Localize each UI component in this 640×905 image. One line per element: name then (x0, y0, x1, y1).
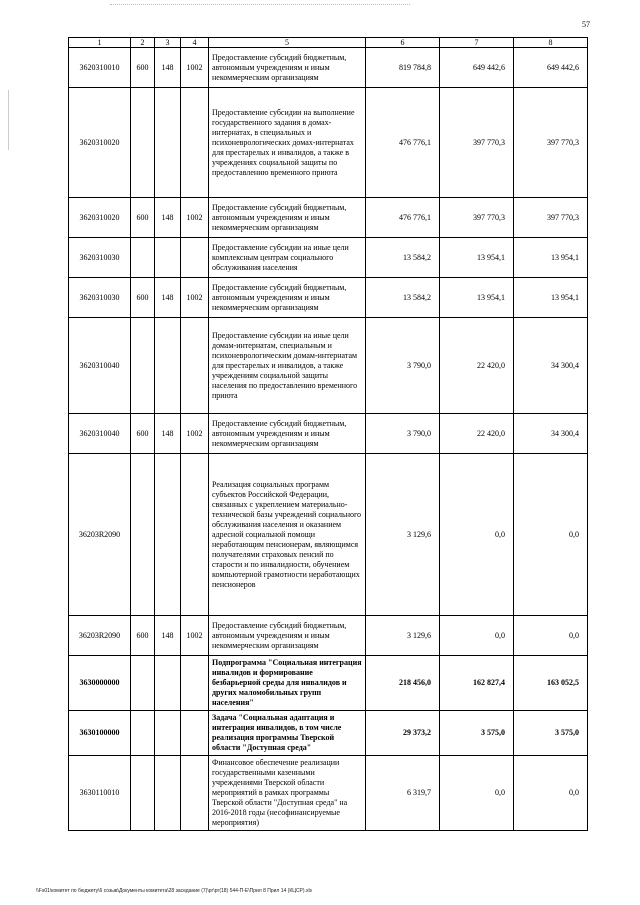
row-value6-cell: 3 129,6 (366, 616, 440, 656)
row-col4-cell (181, 756, 209, 831)
row-value6-cell: 29 373,2 (366, 711, 440, 756)
row-value8-cell: 13 954,1 (514, 278, 588, 318)
row-value7-cell: 13 954,1 (440, 238, 514, 278)
row-col3-cell (155, 711, 181, 756)
table-row (69, 198, 588, 238)
row-value6-cell: 3 790,0 (366, 414, 440, 454)
row-description-cell: Предоставление субсидии на иные цели домам-интернатам, специальным и психоневрологическим домам-интернатам для престарелых и инвалидов, а также учреждениям социальной защиты населения по предоставлению временного приюта (209, 318, 366, 414)
row-col2-cell (131, 656, 155, 711)
row-col3-cell: 148 (155, 48, 181, 88)
table-row (69, 656, 588, 711)
header-cell: 2 (131, 38, 155, 48)
row-col3-cell (155, 454, 181, 616)
row-col4-cell: 1002 (181, 198, 209, 238)
header-cell: 7 (440, 38, 514, 48)
row-description-cell: Реализация социальных программ субъектов Российской Федерации, связанных с укреплением материально-технической базы учреждений социального обслуживания населения и оказанием адресной социальной помощи неработающим пенсионерам, являющимся получателями страховых пенсий по старости и по инвалидности, обучением компьютерной грамотности неработающих пенсионеров (209, 454, 366, 616)
row-description-cell: Задача "Социальная адаптация и интеграция инвалидов, в том числе реализация программы Тверской области "Доступная среда" (209, 711, 366, 756)
row-col4-cell: 1002 (181, 278, 209, 318)
row-code-cell: 3620310040 (69, 318, 131, 414)
row-description-cell: Предоставление субсидий бюджетным, автономным учреждениям и иным некоммерческим организациям (209, 616, 366, 656)
row-col2-cell: 600 (131, 616, 155, 656)
table-row (69, 756, 588, 831)
row-description-cell: Предоставление субсидий бюджетным, автономным учреждениям и иным некоммерческим организациям (209, 198, 366, 238)
table-row (69, 48, 588, 88)
row-description-cell: Предоставление субсидий бюджетным, автономным учреждениям и иным некоммерческим организациям (209, 414, 366, 454)
row-value7-cell: 13 954,1 (440, 278, 514, 318)
row-col3-cell (155, 88, 181, 198)
row-value6-cell: 6 319,7 (366, 756, 440, 831)
row-value6-cell: 476 776,1 (366, 88, 440, 198)
budget-table (68, 37, 588, 831)
row-col2-cell (131, 88, 155, 198)
row-value6-cell: 3 129,6 (366, 454, 440, 616)
row-code-cell: 3630110010 (69, 756, 131, 831)
table-row (69, 88, 588, 198)
table-row (69, 278, 588, 318)
row-value6-cell: 218 456,0 (366, 656, 440, 711)
row-value8-cell: 0,0 (514, 756, 588, 831)
table-row (69, 711, 588, 756)
row-code-cell: 36203R2090 (69, 454, 131, 616)
row-value7-cell: 649 442,6 (440, 48, 514, 88)
row-col4-cell: 1002 (181, 48, 209, 88)
row-value8-cell: 0,0 (514, 616, 588, 656)
row-col2-cell (131, 711, 155, 756)
row-value7-cell: 22 420,0 (440, 318, 514, 414)
table-row (69, 414, 588, 454)
row-value7-cell: 22 420,0 (440, 414, 514, 454)
row-col4-cell (181, 318, 209, 414)
row-col3-cell: 148 (155, 278, 181, 318)
row-value8-cell: 397 770,3 (514, 88, 588, 198)
row-code-cell: 3620310010 (69, 48, 131, 88)
header-cell: 8 (514, 38, 588, 48)
row-code-cell: 3620310040 (69, 414, 131, 454)
row-col3-cell (155, 318, 181, 414)
row-code-cell: 3620310020 (69, 198, 131, 238)
row-code-cell: 36203R2090 (69, 616, 131, 656)
row-value8-cell: 397 770,3 (514, 198, 588, 238)
row-col3-cell (155, 656, 181, 711)
page-number: 57 (582, 20, 590, 29)
row-col3-cell: 148 (155, 414, 181, 454)
row-col2-cell (131, 454, 155, 616)
row-col2-cell (131, 238, 155, 278)
row-value7-cell: 0,0 (440, 454, 514, 616)
row-col3-cell: 148 (155, 198, 181, 238)
table-row (69, 454, 588, 616)
row-col2-cell: 600 (131, 414, 155, 454)
header-cell: 6 (366, 38, 440, 48)
row-col4-cell (181, 454, 209, 616)
row-col2-cell: 600 (131, 278, 155, 318)
header-cell: 1 (69, 38, 131, 48)
row-value6-cell: 13 584,2 (366, 238, 440, 278)
row-value7-cell: 3 575,0 (440, 711, 514, 756)
file-path-footer: \\Fs01\комитет по бюджету\6 созыв\Документы комитета\28 заседание (7)\рг\рг(18) 544-П-Е\Прил 8 Прил 14 (КЦСР).xls (36, 888, 313, 894)
row-description-cell: Подпрограмма "Социальная интеграция инвалидов и формирование безбарьерной среды для инвалидов и других маломобильных групп населения" (209, 656, 366, 711)
row-col4-cell (181, 656, 209, 711)
row-code-cell: 3620310030 (69, 238, 131, 278)
table-row (69, 318, 588, 414)
table-header-row (69, 38, 588, 48)
row-value8-cell: 3 575,0 (514, 711, 588, 756)
row-description-cell: Предоставление субсидий бюджетным, автономным учреждениям и иным некоммерческим организациям (209, 48, 366, 88)
row-description-cell: Финансовое обеспечение реализации государственными казенными учреждениями Тверской области мероприятий в рамках программы Тверской области "Доступная среда" на 2016-2018 годы (несофинансируемые мероприятия) (209, 756, 366, 831)
row-value7-cell: 0,0 (440, 616, 514, 656)
header-cell: 4 (181, 38, 209, 48)
row-description-cell: Предоставление субсидий бюджетным, автономным учреждениям и иным некоммерческим организациям (209, 278, 366, 318)
row-value6-cell: 819 784,8 (366, 48, 440, 88)
row-value8-cell: 34 300,4 (514, 318, 588, 414)
row-value8-cell: 0,0 (514, 454, 588, 616)
table-body (69, 38, 588, 831)
table-row (69, 616, 588, 656)
header-cell: 3 (155, 38, 181, 48)
row-col4-cell (181, 88, 209, 198)
scan-artifact-line (110, 4, 410, 5)
row-col2-cell: 600 (131, 48, 155, 88)
row-col4-cell: 1002 (181, 414, 209, 454)
row-value7-cell: 162 827,4 (440, 656, 514, 711)
scan-artifact-mark (8, 90, 9, 150)
row-col4-cell (181, 238, 209, 278)
row-code-cell: 3630100000 (69, 711, 131, 756)
row-code-cell: 3620310020 (69, 88, 131, 198)
row-description-cell: Предоставление субсидии на иные цели комплексным центрам социального обслуживания населения (209, 238, 366, 278)
row-value8-cell: 163 052,5 (514, 656, 588, 711)
row-col2-cell (131, 318, 155, 414)
row-col4-cell (181, 711, 209, 756)
row-col3-cell (155, 238, 181, 278)
row-value6-cell: 13 584,2 (366, 278, 440, 318)
table-row (69, 238, 588, 278)
row-code-cell: 3630000000 (69, 656, 131, 711)
row-col4-cell: 1002 (181, 616, 209, 656)
row-col3-cell (155, 756, 181, 831)
row-value8-cell: 34 300,4 (514, 414, 588, 454)
row-value8-cell: 649 442,6 (514, 48, 588, 88)
row-value6-cell: 476 776,1 (366, 198, 440, 238)
row-value7-cell: 0,0 (440, 756, 514, 831)
row-value7-cell: 397 770,3 (440, 198, 514, 238)
row-value6-cell: 3 790,0 (366, 318, 440, 414)
row-col2-cell (131, 756, 155, 831)
row-value7-cell: 397 770,3 (440, 88, 514, 198)
header-cell: 5 (209, 38, 366, 48)
row-code-cell: 3620310030 (69, 278, 131, 318)
row-col2-cell: 600 (131, 198, 155, 238)
row-description-cell: Предоставление субсидии на выполнение государственного задания в домах-интернатах, в специальных и психоневрологических домах-интернатах для престарелых и инвалидов, а также в учреждениях социальной защиты по предоставлению временного приюта (209, 88, 366, 198)
row-col3-cell: 148 (155, 616, 181, 656)
row-value8-cell: 13 954,1 (514, 238, 588, 278)
